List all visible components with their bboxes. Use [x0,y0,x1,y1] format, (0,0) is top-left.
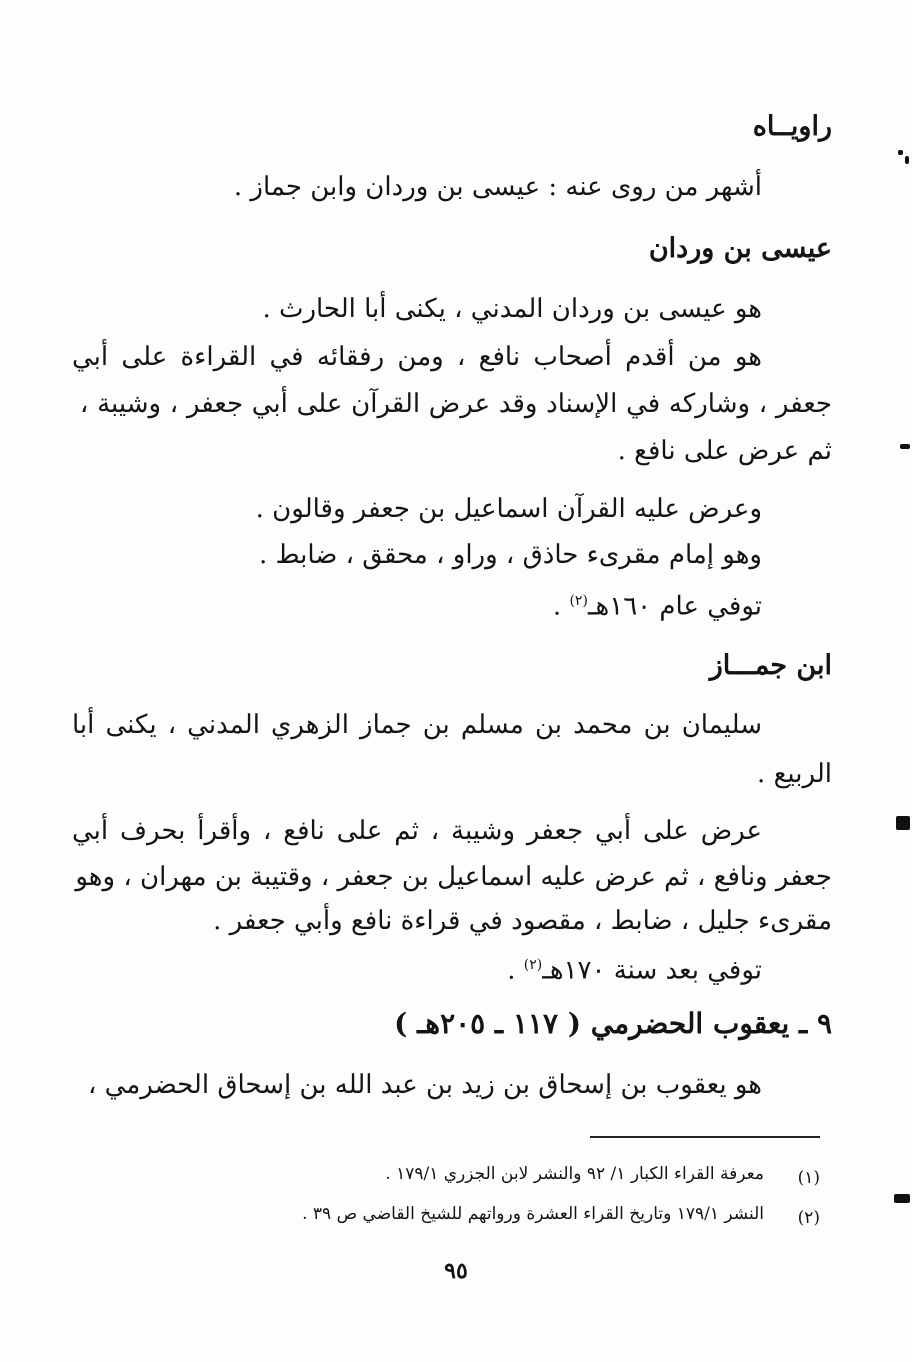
narrators-line: أشهر من روى عنه : عيسى بن وردان وابن جماز . [233,172,762,202]
scan-mark [900,444,910,449]
isa-line-1: هو عيسى بن وردان المدني ، يكنى أبا الحارث . [262,294,762,324]
jammaz-line-2: الربيع . [757,759,832,789]
jammaz-death-text: توفي بعد سنة ١٧٠هـ [542,955,762,986]
isa-line-7-end: . [552,591,570,622]
section-heading-yaqub: ٩ ـ يعقوب الحضرمي ( ١١٧ ـ ٢٠٥هـ ) [394,1007,832,1040]
isa-death-text: توفي عام ١٦٠هـ [587,591,762,622]
footnote-ref-2: (٢) [569,593,588,609]
jammaz-line-4: جعفر ونافع ، ثم عرض عليه اسماعيل بن جعفر ، وقتيبة بن مهران ، وهو [75,862,832,892]
footnote-2-text: النشر ١٧٩/١ وتاريخ القراء العشرة ورواتهم للشيخ القاضي ص ٣٩ . [302,1204,764,1224]
jammaz-line-1: سليمان بن محمد بن مسلم بن جماز الزهري المدني ، يكنى أبا [72,710,762,740]
footnote-1-number: (١) [797,1168,820,1188]
isa-line-2: هو من أقدم أصحاب نافع ، ومن رفقائه في القراءة على أبي [72,342,762,372]
scan-mark [898,150,903,155]
jammaz-line-5: مقرىء جليل ، ضابط ، مقصود في قراءة نافع وأبي جعفر . [213,906,832,936]
footnote-2-number: (٢) [797,1208,820,1228]
section-heading-isa: عيسى بن وردان [648,233,832,264]
jammaz-line-3: عرض على أبي جعفر وشيبة ، ثم على نافع ، وأقرأ بحرف أبي [72,816,762,846]
scan-mark [894,1194,910,1203]
footnote-separator [590,1136,820,1138]
yaqub-line-1: هو يعقوب بن إسحاق بن زيد بن عبد الله بن إسحاق الحضرمي ، [88,1070,762,1100]
isa-line-3: جعفر ، وشاركه في الإسناد وقد عرض القرآن على أبي جعفر ، وشيبة ، [80,389,832,419]
section-heading-narrators: راويــاه [752,111,832,142]
jammaz-line-6-end: . [507,955,524,986]
section-heading-ibn-jammaz: ابن جمـــاز [709,650,832,681]
isa-line-7 [553,582,762,626]
scan-mark [905,156,909,164]
scan-mark [896,816,910,830]
isa-line-6: وهو إمام مقرىء حاذق ، وراو ، محقق ، ضابط . [258,540,762,570]
jammaz-line-6 [507,946,762,990]
isa-line-4: ثم عرض على نافع . [617,436,832,466]
isa-line-5: وعرض عليه القرآن اسماعيل بن جعفر وقالون . [255,494,762,524]
page-number: ٩٥ [444,1258,468,1284]
footnote-1-text: معرفة القراء الكبار ١/ ٩٢ والنشر لابن الجزري ١٧٩/١ . [385,1164,764,1184]
footnote-ref-2: (٢) [523,957,543,973]
